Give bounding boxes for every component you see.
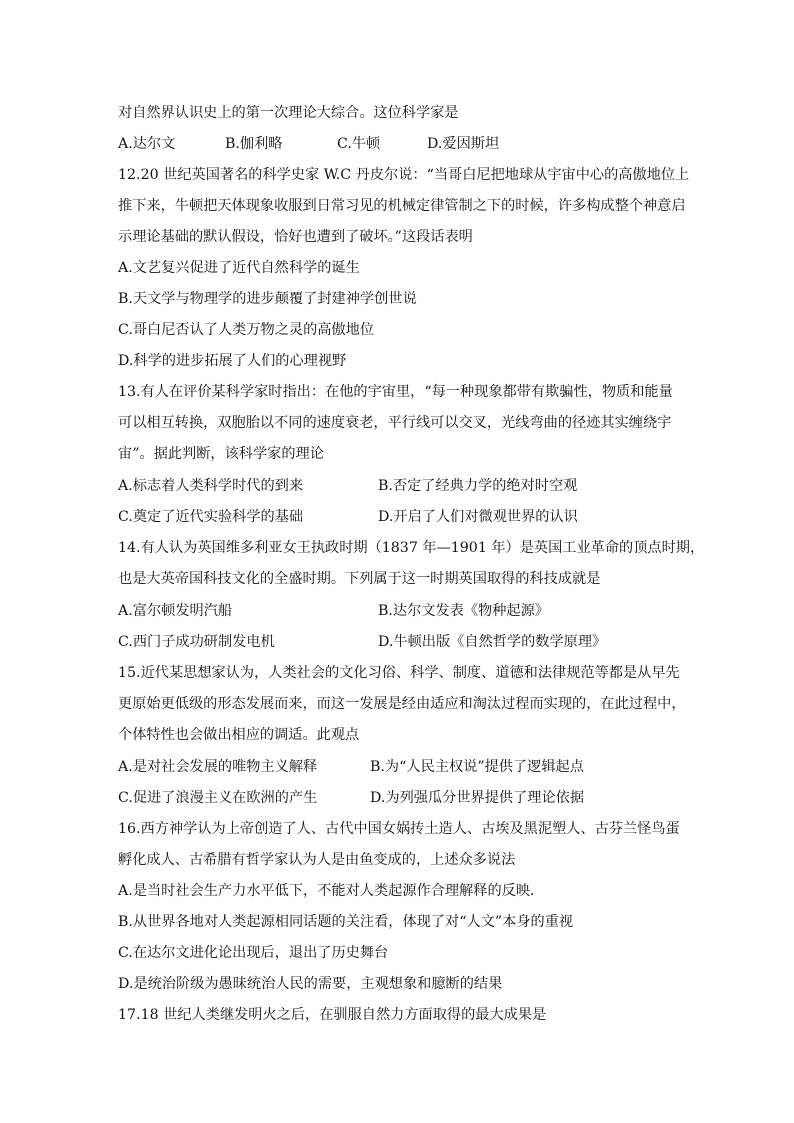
q14-stem-line: 也是大英帝国科技文化的全盛时期。下列属于这一时期英国取得的科技成就是 <box>118 571 601 587</box>
q12-stem-line: 示理论基础的默认假设，恰好也遭到了破坏。”这段话表明 <box>118 229 473 245</box>
q15-stem-line: 15.近代某思想家认为，人类社会的文化习俗、科学、制度、道德和法律规范等都是从早先 <box>118 665 680 681</box>
q11-option-b: B.伽利略 <box>225 136 283 152</box>
q15-option-d: D.为列强瓜分世界提供了理论依据 <box>370 790 585 806</box>
q16-option-d: D.是统治阶级为愚昧统治人民的需要，主观想象和臆断的结果 <box>118 976 503 992</box>
q14-option-b: B.达尔文发表《物种起源》 <box>378 603 549 619</box>
q12-stem-line: 推下来，牛顿把天体现象收服到日常习见的机械定律管制之下的时候，许多构成整个神意启 <box>118 198 686 214</box>
q15-stem-line: 个体特性也会做出相应的调适。此观点 <box>118 727 360 743</box>
q14-option-d: D.牛顿出版《自然哲学的数学原理》 <box>378 634 607 650</box>
q12-stem-line: 12.20 世纪英国著名的科学史家 W.C 丹皮尔说：“当哥白尼把地球从宇宙中心的高傲地位上 <box>118 167 690 183</box>
q14-option-c: C.西门子成功研制发电机 <box>118 634 275 650</box>
q13-option-a: A.标志着人类科学时代的到来 <box>118 478 304 494</box>
q12-option-c: C.哥白尼否认了人类万物之灵的高傲地位 <box>118 322 375 338</box>
q14-option-a: A.富尔顿发明汽船 <box>118 603 233 619</box>
q16-option-c: C.在达尔文进化论出现后，退出了历史舞台 <box>118 945 389 961</box>
q13-option-b: B.否定了经典力学的绝对时空观 <box>378 478 578 494</box>
q13-option-c: C.奠定了近代实验科学的基础 <box>118 509 304 525</box>
q12-option-d: D.科学的进步拓展了人们的心理视野 <box>118 353 347 369</box>
q13-stem-line: 13.有人在评价某科学家时指出：在他的宇宙里，“每一种现象都带有欺骗性，物质和能量 <box>118 384 673 400</box>
question-intro-text: 对自然界认识史上的第一次理论大综合。这位科学家是 <box>118 105 459 121</box>
q11-option-c: C.牛顿 <box>337 136 381 152</box>
q12-option-a: A.文艺复兴促进了近代自然科学的诞生 <box>118 260 360 276</box>
q15-option-c: C.促进了浪漫主义在欧洲的产生 <box>118 790 318 806</box>
q13-option-d: D.开启了人们对微观世界的认识 <box>378 509 578 525</box>
q17-stem-line: 17.18 世纪人类继发明火之后，在驯服自然力方面取得的最大成果是 <box>118 1007 547 1023</box>
q16-option-b: B.从世界各地对人类起源相同话题的关注看，体现了对“人文”本身的重视 <box>118 914 574 930</box>
q11-option-a: A.达尔文 <box>118 136 176 152</box>
q13-stem-line: 宙”。据此判断，该科学家的理论 <box>118 446 324 462</box>
q12-option-b: B.天文学与物理学的进步颠覆了封建神学创世说 <box>118 291 417 307</box>
q15-option-a: A.是对社会发展的唯物主义解释 <box>118 759 318 775</box>
q14-stem-line: 14.有人认为英国维多利亚女王执政时期（1837 年—1901 年）是英国工业革命的顶点时期， <box>118 540 705 556</box>
q16-stem-line: 16.西方神学认为上帝创造了人、古代中国女娲抟土造人、古埃及黑泥塑人、古芬兰怪鸟蛋 <box>118 821 680 837</box>
q13-stem-line: 可以相互转换，双胞胎以不同的速度衰老，平行线可以交叉，光线弯曲的径迹其实缠绕宇 <box>118 415 672 431</box>
q11-option-d: D.爱因斯坦 <box>427 136 500 152</box>
q15-stem-line: 更原始更低级的形态发展而来，而这一发展是经由适应和淘汰过程而实现的，在此过程中， <box>118 696 686 712</box>
q16-option-a: A.是当时社会生产力水平低下，不能对人类起源作合理解释的反映． <box>118 883 545 899</box>
q16-stem-line: 孵化成人、古希腊有哲学家认为人是由鱼变成的，上述众多说法 <box>118 852 516 868</box>
q15-option-b: B.为“人民主权说”提供了逻辑起点 <box>370 759 584 775</box>
